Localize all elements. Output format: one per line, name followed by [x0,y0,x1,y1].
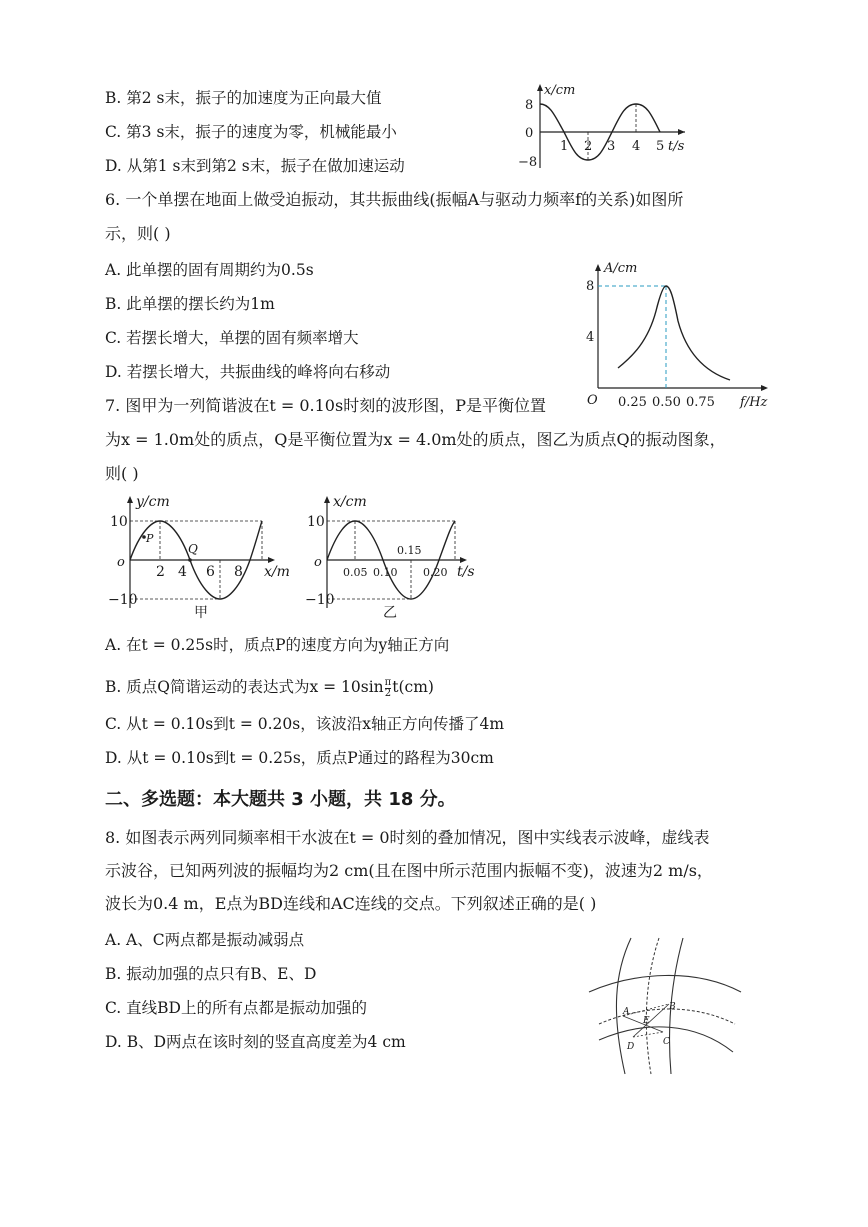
q7-option-b [105,676,434,699]
fraction-denominator: 2 [384,687,392,699]
q5-y-tick: −8 [518,155,538,170]
q5-x-axis-label: t/s [668,139,685,154]
q6-option-c: C. 若摆长增大，单摆的固有频率增大 [105,329,359,347]
q6-resonance-graph [578,256,778,411]
q7b-y-axis-label: x/cm [333,494,367,510]
q8-label-a: A [623,1007,630,1017]
q7b-x-tick: 0.05 [343,566,368,579]
q6-x-tick: 0.50 [652,395,681,410]
q7-vibration-graph-b [305,490,495,625]
q8-option-b: B. 振动加强的点只有B、E、D [105,965,317,983]
q7a-x-tick: 4 [178,564,187,580]
q7-option-d: D. 从t = 0.10s到t = 0.25s，质点P通过的路程为30cm [105,749,494,767]
q7a-y-axis-label: y/cm [136,494,170,510]
q8-label-c: C [663,1037,670,1047]
q6-option-a: A. 此单摆的固有周期约为0.5s [105,261,314,279]
fraction-numerator: π [384,676,392,688]
q5-xt-graph [510,80,700,180]
q6-y-tick: 4 [586,330,595,345]
q6-x-tick: 0.75 [686,395,715,410]
q5-x-tick: 1 [560,139,569,154]
q7b-x-tick: 0.20 [423,566,448,579]
q7a-y-tick: −10 [108,592,138,608]
q7-option-c: C. 从t = 0.10s到t = 0.20s，该波沿x轴正方向传播了4m [105,715,505,733]
q7-option-b-text: B. 质点Q简谐运动的表达式为x = 10sin [105,678,384,696]
q6-y-tick: 8 [586,279,595,294]
q6-y-axis-label: A/cm [604,261,638,276]
q7b-origin-label: o [314,555,322,570]
q7b-y-tick: −10 [305,592,335,608]
q7a-x-tick: 2 [156,564,165,580]
q8-option-c: C. 直线BD上的所有点都是振动加强的 [105,999,367,1017]
q6-option-d: D. 若摆长增大，共振曲线的峰将向右移动 [105,363,391,381]
q7b-y-tick: 10 [307,514,325,530]
q7b-x-axis-label: t/s [457,564,475,580]
q8-stem-line-2: 示波谷，已知两列波的振幅均为2 cm(且在图中所示范围内振幅不变)，波速为2 m/s， [105,861,713,880]
q8-option-a: A. A、C两点都是振动减弱点 [105,931,305,949]
q7a-origin-label: o [117,555,125,570]
q7b-x-tick: 0.10 [373,566,398,579]
q6-stem-line-1: 6. 一个单摆在地面上做受迫振动，其共振曲线(振幅A与驱动力频率f的关系)如图所 [105,190,684,209]
q8-label-e: E [643,1016,650,1026]
q5-x-tick: 5 [656,139,665,154]
q7b-x-tick: 0.15 [397,544,422,557]
q7-stem-line-2: 为x = 1.0m处的质点，Q是平衡位置为x = 4.0m处的质点，图乙为质点Q的振动图象， [105,430,726,449]
q5-option-d: D. 从第1 s末到第2 s末，振子在做加速运动 [105,157,405,175]
q7a-x-tick: 8 [234,564,243,580]
section-heading: 二、多选题：本大题共 3 小题，共 18 分。 [105,789,456,810]
q8-option-d: D. B、D两点在该时刻的竖直高度差为4 cm [105,1033,406,1051]
q7a-x-axis-label: x/m [264,564,290,580]
q5-option-b: B. 第2 s末，振子的加速度为正向最大值 [105,89,382,107]
q7a-caption: 甲 [194,605,208,621]
q7a-point-q: Q [188,542,198,556]
q7-stem-line-3: 则( ) [105,464,139,483]
q5-x-tick: 2 [584,139,593,154]
q8-label-d: D [627,1042,635,1052]
q5-option-c: C. 第3 s末，振子的速度为零，机械能最小 [105,123,397,141]
q7-option-a: A. 在t = 0.25s时，质点P的速度方向为y轴正方向 [105,636,450,654]
q8-stem-line-1: 8. 如图表示两列同频率相干水波在t = 0时刻的叠加情况，图中实线表示波峰，虚线表 [105,828,710,847]
q5-x-tick: 4 [632,139,641,154]
q5-y-tick: 0 [525,126,534,141]
q5-x-tick: 3 [607,139,616,154]
q6-option-b: B. 此单摆的摆长约为1m [105,295,275,313]
q6-stem-line-2: 示，则( ) [105,224,171,243]
q7-option-b-tail: t(cm) [392,678,434,696]
q6-origin-label: O [587,393,598,408]
q5-y-tick: 8 [525,98,534,113]
q7a-x-tick: 6 [206,564,215,580]
q5-y-axis-label: x/cm [544,83,576,98]
q6-x-tick: 0.25 [618,395,647,410]
q7-wave-graph-a [108,490,308,625]
q8-interference-diagram [585,932,745,1077]
q7b-caption: 乙 [383,605,397,621]
q8-label-b: B [669,1002,676,1012]
q8-stem-line-3: 波长为0.4 m，E点为BD连线和AC连线的交点。下列叙述正确的是( ) [105,894,597,913]
q7a-point-p: P [146,532,154,545]
q6-x-axis-label: f/Hz [740,395,768,410]
q7-stem-line-1: 7. 图甲为一列简谐波在t = 0.10s时刻的波形图，P是平衡位置 [105,396,546,415]
q7a-y-tick: 10 [110,514,128,530]
q7-option-b-fraction [385,678,392,699]
